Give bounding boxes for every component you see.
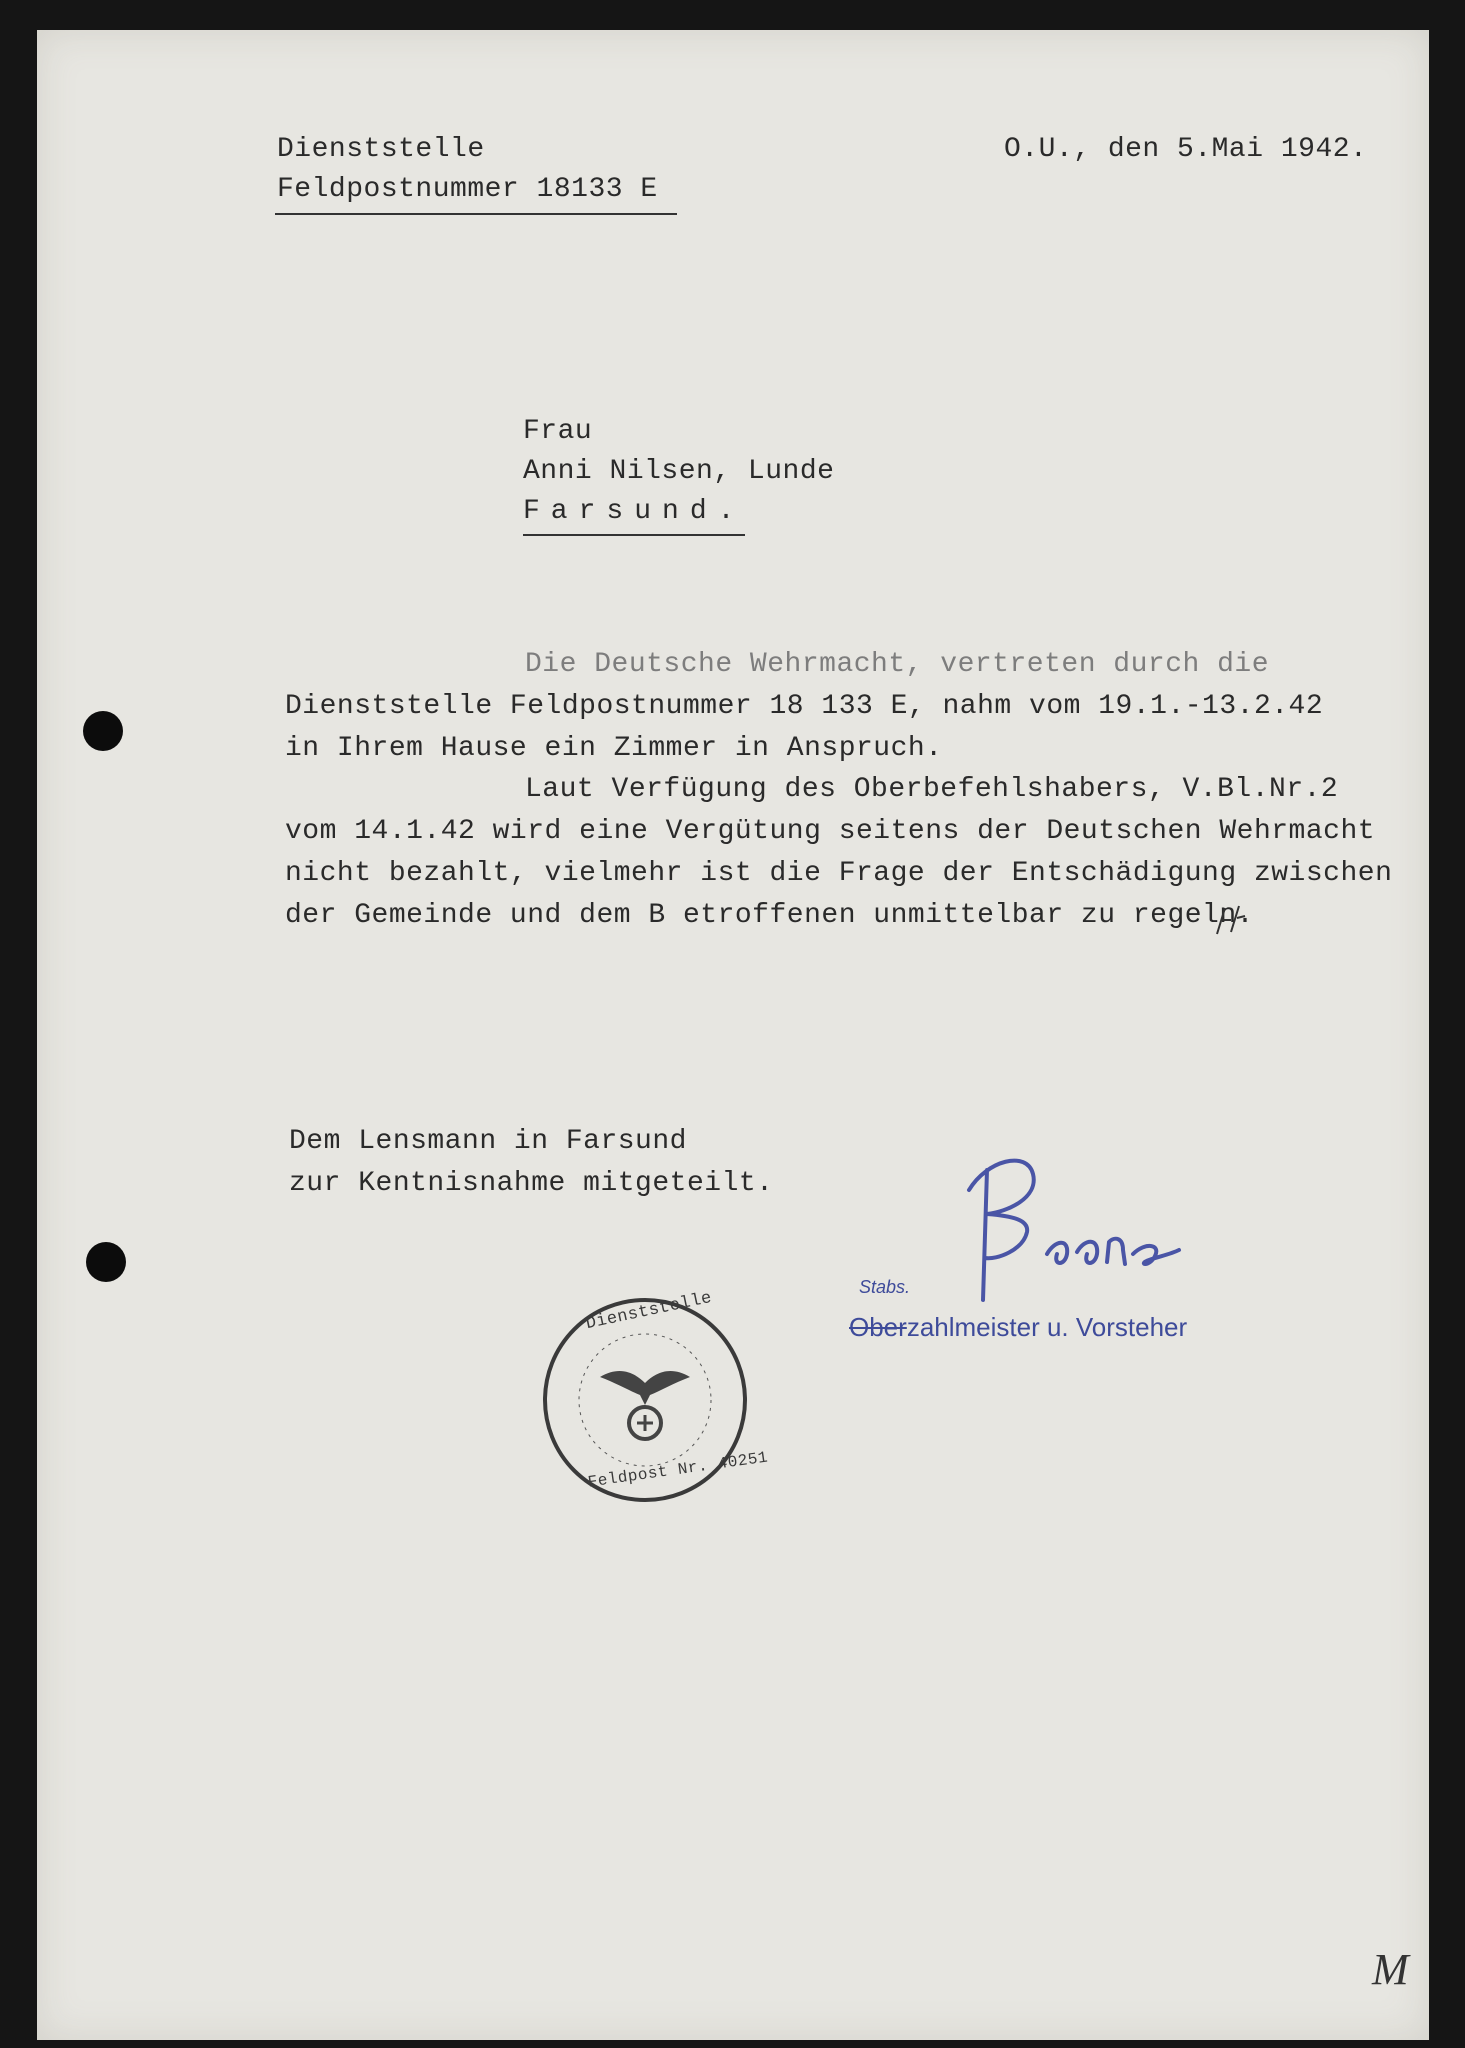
page-mark: M [1372,1945,1410,1994]
struck-title-prefix: Ober [849,1312,907,1342]
body2-line-3: nicht bezahlt, vielmehr ist die Frage der Entschädigung zwischen [285,858,1393,889]
footer-line-1: Dem Lensmann in Farsund [289,1126,687,1157]
body2-line-1: Laut Verfügung des Oberbefehlshabers, V.Bl.Nr.2 [525,774,1339,805]
body-line-3: in Ihrem Hause ein Zimmer in Anspruch. [285,733,943,764]
signature [957,1150,1197,1320]
recipient-name: Anni Nilsen, Lunde [523,456,835,487]
footer-line-2: zur Kentnisnahme mitgeteilt. [289,1168,774,1199]
punch-hole-top [83,711,123,751]
sender-fieldpost-number: Feldpostnummer 18133 E [277,174,658,205]
body-line-2: Dienststelle Feldpostnummer 18 133 E, nahm vom 19.1.-13.2.42 [285,691,1324,722]
body2-line-4: der Gemeinde und dem B etroffenen unmittelbar zu regeln. [285,900,1254,931]
title-rest: zahlmeister u. Vorsteher [906,1312,1188,1342]
punch-hole-bottom [86,1242,126,1282]
stamp-text-bottom: Feldpost Nr. 40251 [586,1448,770,1492]
body-line-1: Die Deutsche Wehrmacht, vertreten durch die [525,649,1270,680]
recipient-city: Farsund. [523,492,745,536]
stamp-text-top: Dienststelle [584,1288,714,1335]
title-correction: Stabs. [859,1277,911,1297]
letter-page [37,30,1429,2040]
sender-office: Dienststelle [277,134,485,165]
handwritten-initials [1209,902,1249,942]
body2-line-2: vom 14.1.42 wird eine Vergütung seitens der Deutschen Wehrmacht [285,816,1376,847]
signature-title [849,1312,1187,1343]
letter-date: O.U., den 5.Mai 1942. [1004,134,1368,165]
recipient-salutation: Frau [523,416,593,447]
sender-underline [275,213,677,215]
